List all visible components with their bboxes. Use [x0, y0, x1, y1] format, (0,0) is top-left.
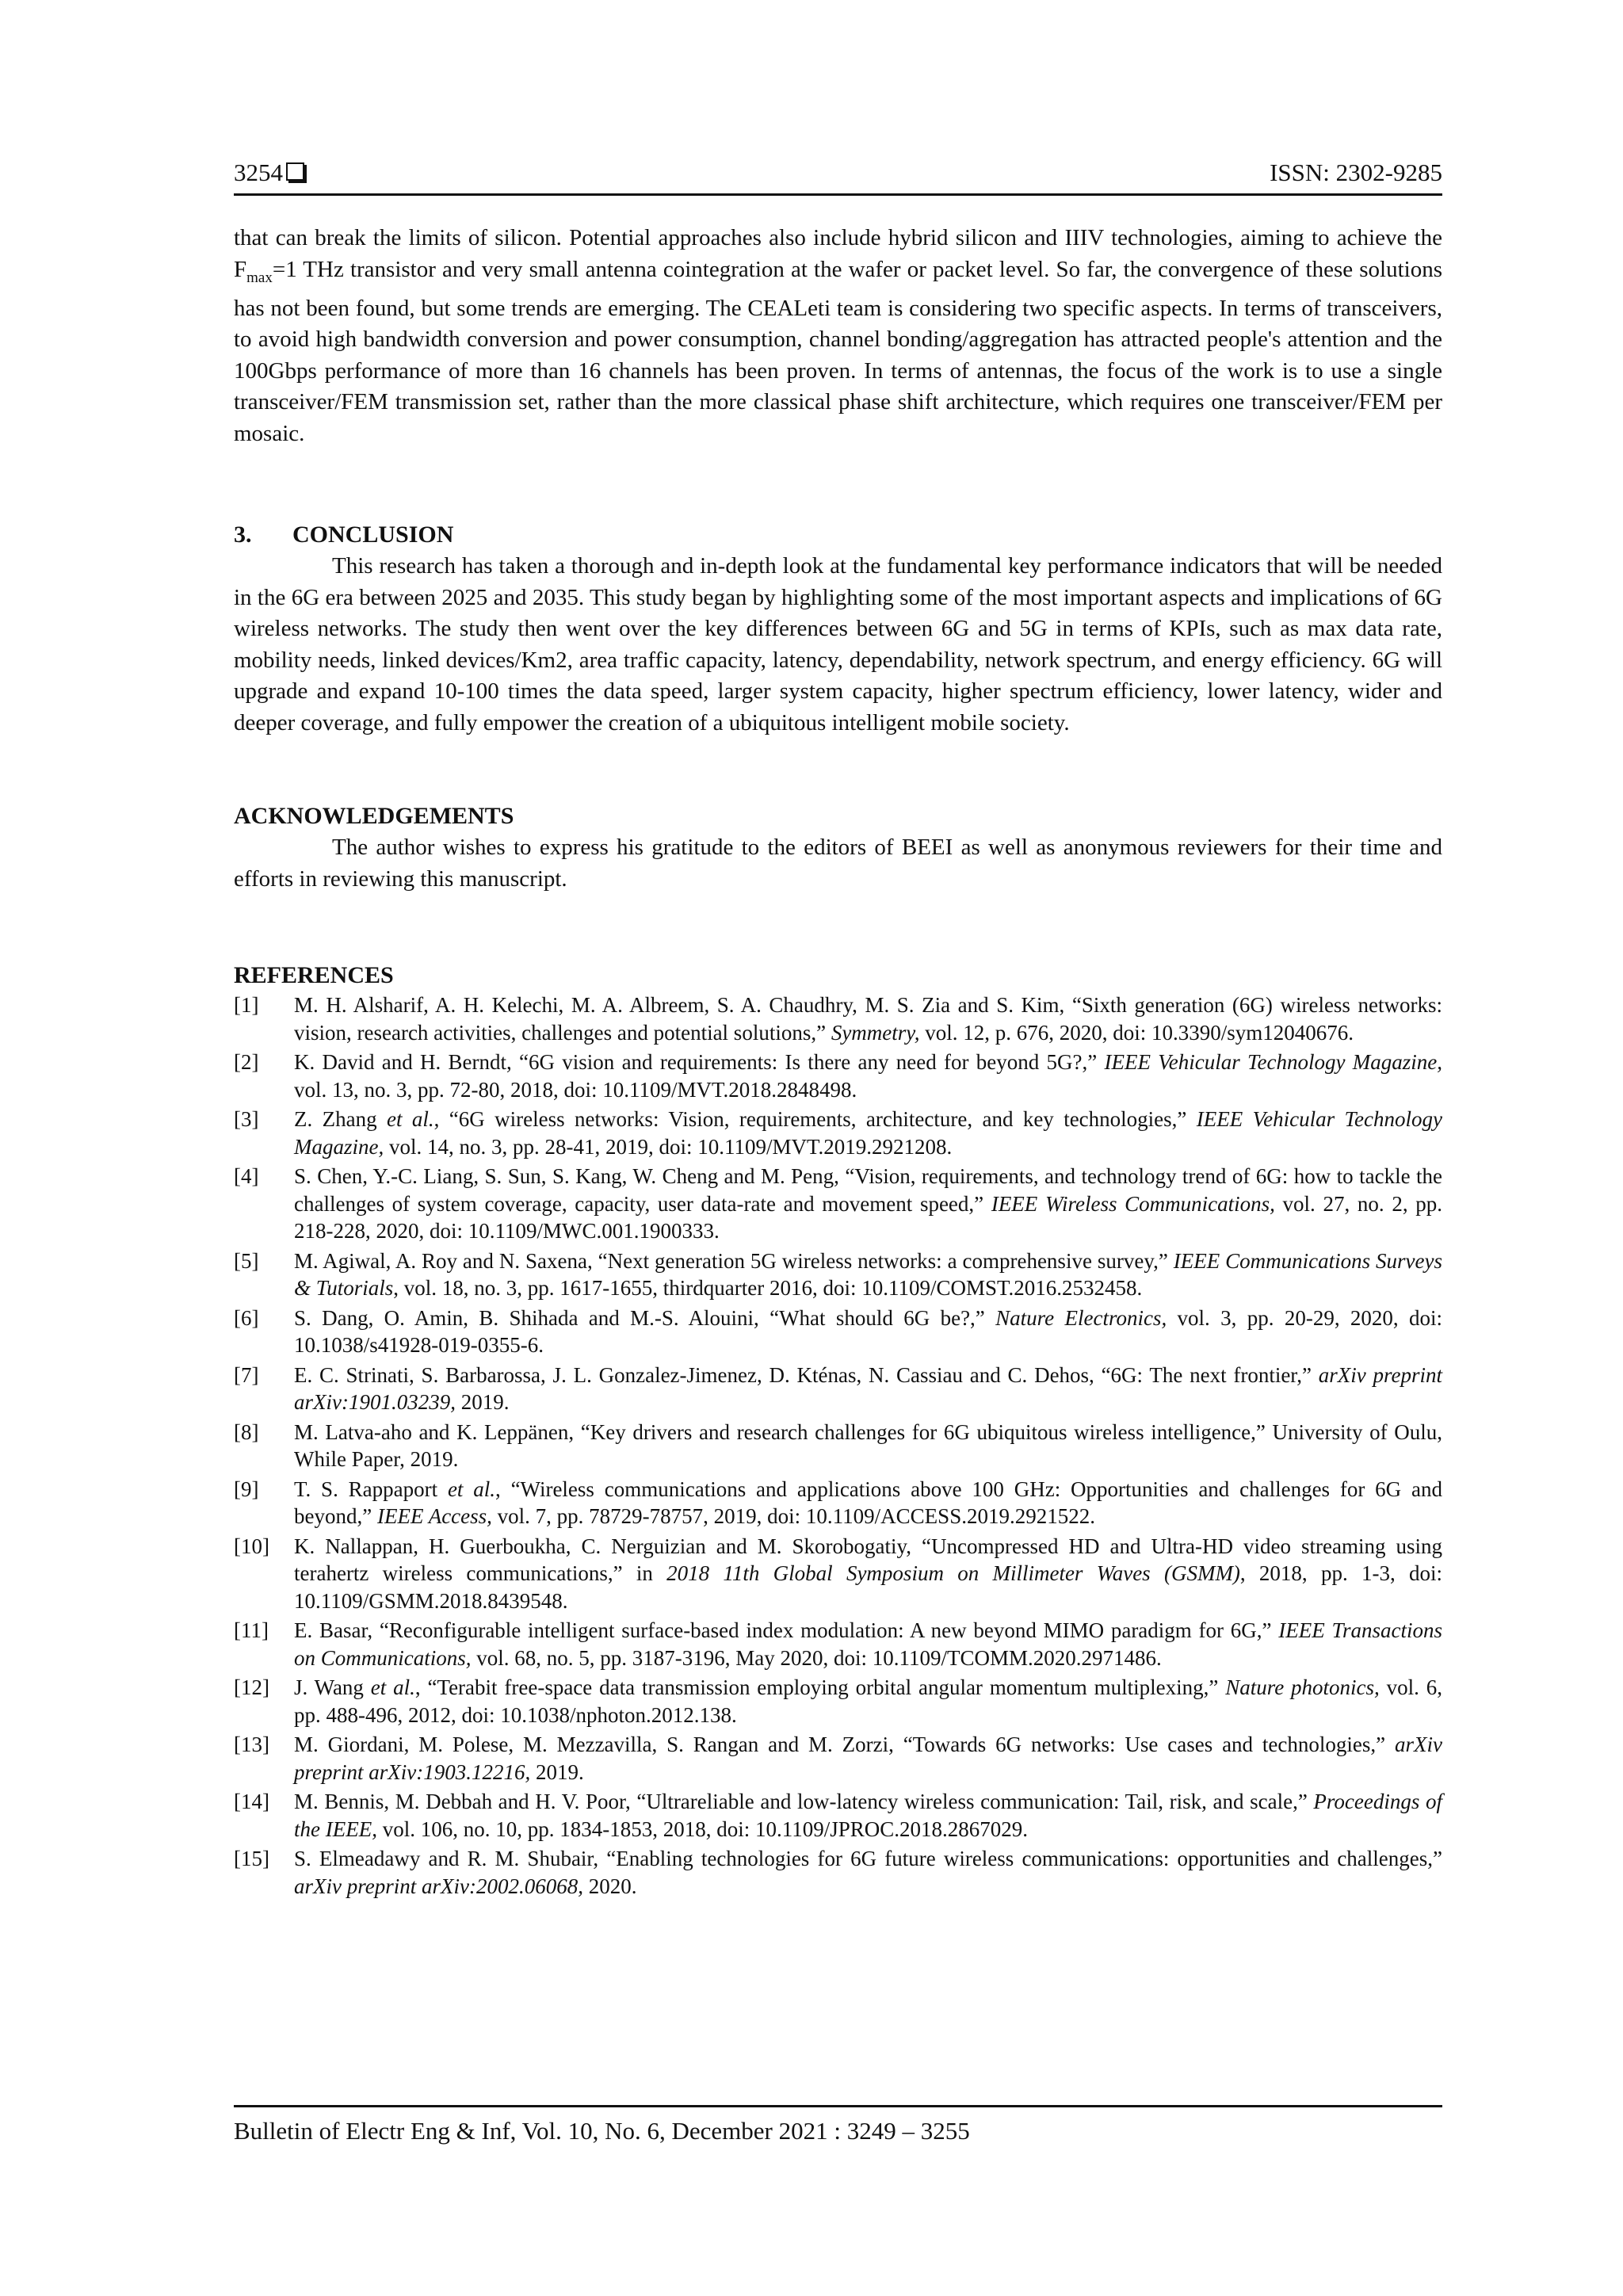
reference-segment: 2019.: [530, 1759, 584, 1784]
reference-segment: Z. Zhang: [294, 1107, 387, 1132]
reference-segment: T. S. Rappaport: [294, 1477, 448, 1501]
reference-segment: , “Wireless communications and applications above 100 GHz: Opportunities and challenges for 6G and beyond,”: [294, 1477, 1442, 1529]
section-title: CONCLUSION: [292, 521, 454, 548]
reference-text: [294, 1049, 1442, 1103]
reference-text: [294, 1674, 1442, 1729]
reference-segment: M. Agiwal, A. Roy and N. Saxena, “Next generation 5G wireless networks: a comprehensive survey,”: [294, 1248, 1174, 1273]
box-icon: [286, 162, 304, 181]
reference-text: [294, 1419, 1442, 1473]
reference-number: [6]: [234, 1305, 259, 1330]
reference-text: [294, 1788, 1442, 1843]
reference-item: [234, 1845, 1442, 1900]
page-header: [234, 151, 1442, 187]
reference-italic: et al.: [370, 1675, 415, 1700]
reference-item: [234, 1106, 1442, 1160]
page-footer: [234, 2105, 1442, 2145]
reference-segment: S. Chen, Y.-C. Liang, S. Sun, S. Kang, W. Cheng and M. Peng, “Vision, requirements, and technology trend of 6G: how to tackle the challenges of system coverage, capacity, user data-rate and movement speed,”: [294, 1164, 1442, 1216]
reference-number: [7]: [234, 1362, 259, 1387]
reference-number: [15]: [234, 1847, 269, 1871]
conclusion-heading: [234, 519, 1442, 551]
reference-item: [234, 1419, 1442, 1473]
reference-segment: J. Wang: [294, 1675, 371, 1700]
reference-segment: vol. 12, p. 676, 2020, doi: 10.3390/sym12040676.: [919, 1020, 1354, 1045]
reference-item: [234, 1674, 1442, 1729]
reference-item: [234, 1305, 1442, 1359]
acknowledgements-text: The author wishes to express his gratitude to the editors of BEEI as well as anonymous reviewers for their time and efforts in reviewing this manuscript.: [234, 835, 1442, 892]
reference-segment: S. Elmeadawy and R. M. Shubair, “Enabling technologies for 6G future wireless communications: opportunities and challenges,”: [294, 1847, 1442, 1871]
reference-text: [294, 1163, 1442, 1245]
intro-subscript: max: [246, 269, 273, 286]
reference-number: [4]: [234, 1164, 259, 1189]
reference-italic: Nature Electronics,: [995, 1305, 1167, 1330]
reference-text: [294, 1845, 1442, 1900]
reference-text: [294, 1731, 1442, 1786]
reference-text: [294, 1247, 1442, 1302]
reference-number: [8]: [234, 1419, 259, 1444]
intro-paragraph: [234, 223, 1442, 449]
acknowledgements-section: [234, 800, 1442, 895]
reference-item: [234, 1788, 1442, 1843]
reference-text: [294, 1362, 1442, 1416]
header-rule: [234, 193, 1442, 196]
reference-item: [234, 991, 1442, 1046]
reference-segment: S. Dang, O. Amin, B. Shihada and M.-S. Alouini, “What should 6G be?,”: [294, 1305, 996, 1330]
reference-item: [234, 1362, 1442, 1416]
reference-italic: arXiv preprint arXiv:1903.12216,: [294, 1733, 1442, 1784]
reference-italic: IEEE Wireless Communications,: [991, 1191, 1275, 1216]
reference-segment: M. Latva-aho and K. Leppänen, “Key drivers and research challenges for 6G ubiquitous wireless intelligence,” University of Oulu, While Paper, 2019.: [294, 1419, 1442, 1472]
section-number: 3.: [234, 521, 252, 548]
reference-item: [234, 1617, 1442, 1671]
reference-italic: arXiv preprint arXiv:1901.03239,: [294, 1362, 1442, 1415]
reference-segment: K. David and H. Berndt, “6G vision and requirements: Is there any need for beyond 5G?,”: [294, 1050, 1105, 1075]
reference-segment: vol. 106, no. 10, pp. 1834-1853, 2018, doi: 10.1109/JPROC.2018.2867029.: [376, 1817, 1029, 1841]
reference-italic: IEEE Vehicular Technology Magazine,: [1104, 1050, 1443, 1075]
references-section: [234, 960, 1442, 1900]
references-heading: REFERENCES: [234, 962, 394, 989]
reference-number: [10]: [234, 1534, 269, 1558]
intro-text-part1: that can break the limits of silicon. Potential approaches also include hybrid silicon and IIIV technologies, aiming to achieve the F: [234, 225, 1442, 282]
reference-segment: , vol. 18, no. 3, pp. 1617-1655, thirdquarter 2016, doi: 10.1109/COMST.2016.2532458.: [393, 1276, 1143, 1301]
page-number-text: 3254: [234, 159, 283, 186]
reference-italic: Proceedings of the IEEE,: [294, 1790, 1442, 1841]
reference-item: [234, 1476, 1442, 1530]
reference-segment: , “Terabit free-space data transmission employing orbital angular momentum multiplexing,”: [414, 1675, 1226, 1700]
reference-segment: vol. 7, pp. 78729-78757, 2019, doi: 10.1109/ACCESS.2019.2921522.: [491, 1504, 1095, 1529]
reference-text: [294, 1106, 1442, 1160]
reference-list: [234, 991, 1442, 1900]
reference-italic: Symmetry,: [831, 1020, 920, 1045]
reference-text: [294, 1476, 1442, 1530]
reference-text: [294, 1305, 1442, 1359]
reference-italic: et al.: [386, 1107, 434, 1132]
reference-segment: vol. 27, no. 2, pp. 218-228, 2020, doi: 10.1109/MWC.001.1900333.: [294, 1191, 1442, 1244]
reference-number: [3]: [234, 1107, 259, 1132]
reference-number: [5]: [234, 1248, 259, 1273]
page-body: [234, 151, 1442, 1902]
reference-item: [234, 1731, 1442, 1786]
reference-number: [9]: [234, 1477, 259, 1501]
reference-segment: vol. 68, no. 5, pp. 3187-3196, May 2020, doi: 10.1109/TCOMM.2020.2971486.: [471, 1645, 1162, 1670]
reference-segment: vol. 14, no. 3, pp. 28-41, 2019, doi: 10.1109/MVT.2019.2921208.: [384, 1134, 953, 1159]
reference-italic: IEEE Vehicular Technology Magazine,: [294, 1107, 1442, 1159]
reference-italic: Nature photonics,: [1225, 1675, 1380, 1700]
reference-segment: vol. 6, pp. 488-496, 2012, doi: 10.1038/nphoton.2012.138.: [294, 1675, 1442, 1727]
reference-number: [13]: [234, 1733, 269, 1757]
reference-text: [294, 1617, 1442, 1671]
reference-segment: K. Nallappan, H. Guerboukha, C. Nerguizian and M. Skorobogatiy, “Uncompressed HD and Ultra-HD video streaming using terahertz wireless communications,” in: [294, 1534, 1442, 1586]
reference-segment: vol. 3, pp. 20-29, 2020, doi: 10.1038/s41928-019-0355-6.: [294, 1305, 1443, 1358]
reference-segment: , “6G wireless networks: Vision, requirements, architecture, and key technologies,”: [433, 1107, 1197, 1132]
reference-number: [2]: [234, 1050, 259, 1075]
reference-italic: IEEE Transactions on Communications,: [294, 1618, 1442, 1670]
acknowledgements-heading: ACKNOWLEDGEMENTS: [234, 803, 514, 830]
reference-segment: , 2018, pp. 1-3, doi: 10.1109/GSMM.2018.8439548.: [294, 1561, 1442, 1613]
reference-text: [294, 1533, 1442, 1615]
reference-segment: 2020.: [582, 1874, 637, 1898]
reference-segment: 2019.: [455, 1390, 510, 1415]
issn: ISSN: 2302-9285: [1270, 159, 1442, 186]
reference-number: [12]: [234, 1675, 269, 1700]
reference-segment: M. H. Alsharif, A. H. Kelechi, M. A. Albreem, S. A. Chaudhry, M. S. Zia and S. Kim, “Sixth generation (6G) wireless networks: vision, research activities, challenges and potential solutions,”: [294, 993, 1442, 1045]
reference-italic: IEEE Access,: [376, 1504, 492, 1529]
footer-text: Bulletin of Electr Eng & Inf, Vol. 10, No. 6, December 2021 : 3249 – 3255: [234, 2117, 970, 2145]
reference-item: [234, 1247, 1442, 1302]
reference-segment: E. C. Strinati, S. Barbarossa, J. L. Gonzalez-Jimenez, D. Kténas, N. Cassiau and C. Dehos, “6G: The next frontier,”: [294, 1362, 1319, 1387]
reference-text: [294, 991, 1442, 1046]
reference-item: [234, 1049, 1442, 1103]
reference-segment: M. Bennis, M. Debbah and H. V. Poor, “Ultrareliable and low-latency wireless communication: Tail, risk, and scale,”: [294, 1790, 1314, 1814]
reference-italic: IEEE Communications Surveys & Tutorials: [294, 1248, 1443, 1301]
reference-number: [11]: [234, 1618, 269, 1643]
footer-rule: [234, 2105, 1442, 2107]
reference-number: [1]: [234, 993, 259, 1018]
reference-segment: M. Giordani, M. Polese, M. Mezzavilla, S. Rangan and M. Zorzi, “Towards 6G networks: Use cases and technologies,”: [294, 1733, 1395, 1757]
conclusion-text: This research has taken a thorough and in-depth look at the fundamental key performance indicators that will be needed in the 6G era between 2025 and 2035. This study began by highlighting some of the most important aspects and implications of 6G wireless networks. The study then went over the key differences between 6G and 5G in terms of KPIs, such as max data rate, mobility needs, linked devices/Km2, area traffic capacity, latency, dependability, network spectrum, and energy efficiency. 6G will upgrade and expand 10-100 times the data speed, larger system capacity, higher spectrum efficiency, lower latency, wider and deeper coverage, and fully empower the creation of a ubiquitous intelligent mobile society.: [234, 553, 1442, 735]
reference-italic: 2018 11th Global Symposium on Millimeter Waves (GSMM): [666, 1561, 1240, 1586]
reference-segment: vol. 13, no. 3, pp. 72-80, 2018, doi: 10.1109/MVT.2018.2848498.: [294, 1077, 857, 1102]
reference-number: [14]: [234, 1790, 269, 1814]
reference-italic: arXiv preprint arXiv:2002.06068,: [294, 1874, 583, 1898]
reference-item: [234, 1533, 1442, 1615]
intro-text-part2: =1 THz transistor and very small antenna cointegration at the wafer or packet level. So far, the convergence of these solutions has not been found, but some trends are emerging. The CEALeti team is considering two specific aspects. In terms of transceivers, to avoid high bandwidth conversion and power consumption, channel bonding/aggregation has attracted people's attention and the 100Gbps performance of more than 16 channels has been proven. In terms of antennas, the focus of the work is to use a single transceiver/FEM transmission set, rather than the more classical phase shift architecture, which requires one transceiver/FEM per mosaic.: [234, 256, 1442, 446]
page-number: [234, 159, 304, 187]
reference-segment: E. Basar, “Reconfigurable intelligent surface-based index modulation: A new beyond MIMO paradigm for 6G,”: [294, 1618, 1279, 1643]
reference-item: [234, 1163, 1442, 1245]
reference-italic: et al.: [447, 1477, 495, 1501]
conclusion-section: [234, 519, 1442, 739]
